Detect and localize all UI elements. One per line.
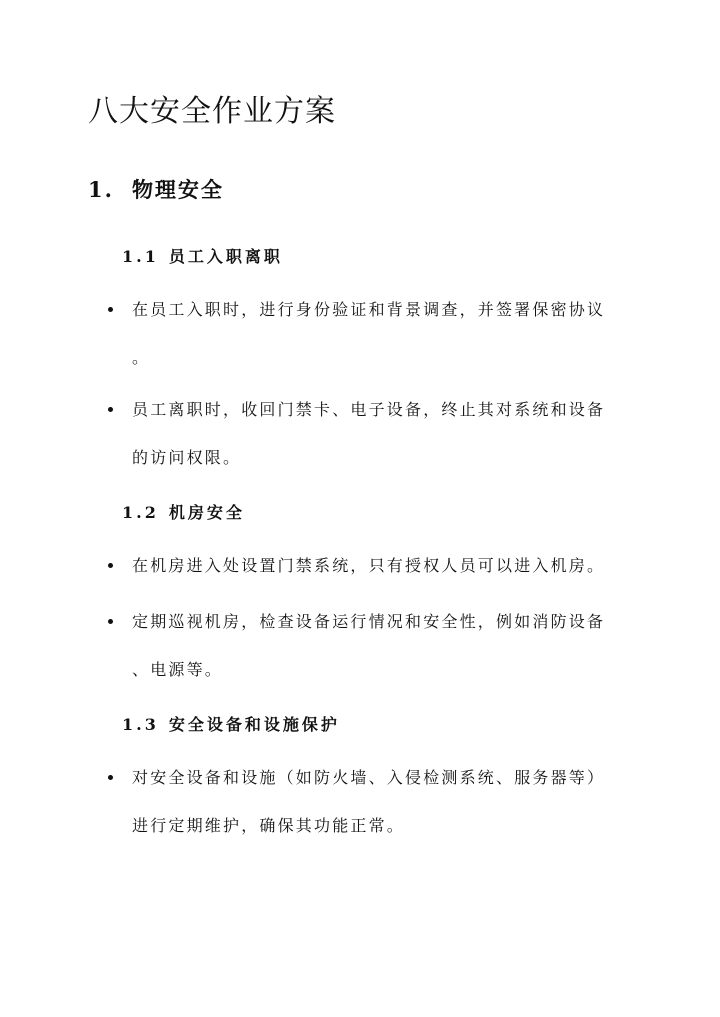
list-item-line: 在机房进入处设置门禁系统，只有授权人员可以进入机房。 — [132, 556, 606, 575]
list-item-line: 进行定期维护，确保其功能正常。 — [132, 816, 406, 835]
section-number: 1. — [88, 177, 114, 202]
subsection-title: 安全设备和设施保护 — [168, 715, 340, 734]
subsection-number: 1.2 — [122, 503, 159, 522]
bullet-dot — [108, 307, 113, 312]
document-title: 八大安全作业方案 — [88, 94, 336, 129]
list-item-line: 定期巡视机房，检查设备运行情况和安全性，例如消防设备 — [132, 612, 606, 631]
bullet-dot — [108, 619, 113, 624]
section-heading — [88, 174, 224, 204]
subsection-number: 1.1 — [122, 247, 159, 266]
subsection-title: 机房安全 — [168, 503, 245, 522]
subsection-heading — [122, 244, 283, 267]
bullet-dot — [108, 407, 113, 412]
subsection-number: 1.3 — [122, 715, 159, 734]
list-item-line: 、电源等。 — [132, 660, 224, 679]
list-item-line: 。 — [132, 348, 151, 367]
list-item-text — [132, 754, 628, 850]
section-title: 物理安全 — [131, 177, 224, 202]
list-item-line: 员工离职时，收回门禁卡、电子设备，终止其对系统和设备 — [132, 400, 606, 419]
list-item-line: 对安全设备和设施（如防火墙、入侵检测系统、服务器等） — [132, 768, 606, 787]
list-item-text — [132, 386, 628, 482]
subsection-heading — [122, 500, 245, 523]
list-item-text — [132, 286, 628, 382]
list-item-line: 的访问权限。 — [132, 448, 242, 467]
subsection-heading — [122, 712, 340, 735]
list-item-text — [132, 542, 628, 590]
subsection-title: 员工入职离职 — [168, 247, 283, 266]
list-item-text — [132, 598, 628, 694]
bullet-dot — [108, 775, 113, 780]
bullet-dot — [108, 563, 113, 568]
list-item-line: 在员工入职时，进行身份验证和背景调查，并签署保密协议 — [132, 300, 606, 319]
